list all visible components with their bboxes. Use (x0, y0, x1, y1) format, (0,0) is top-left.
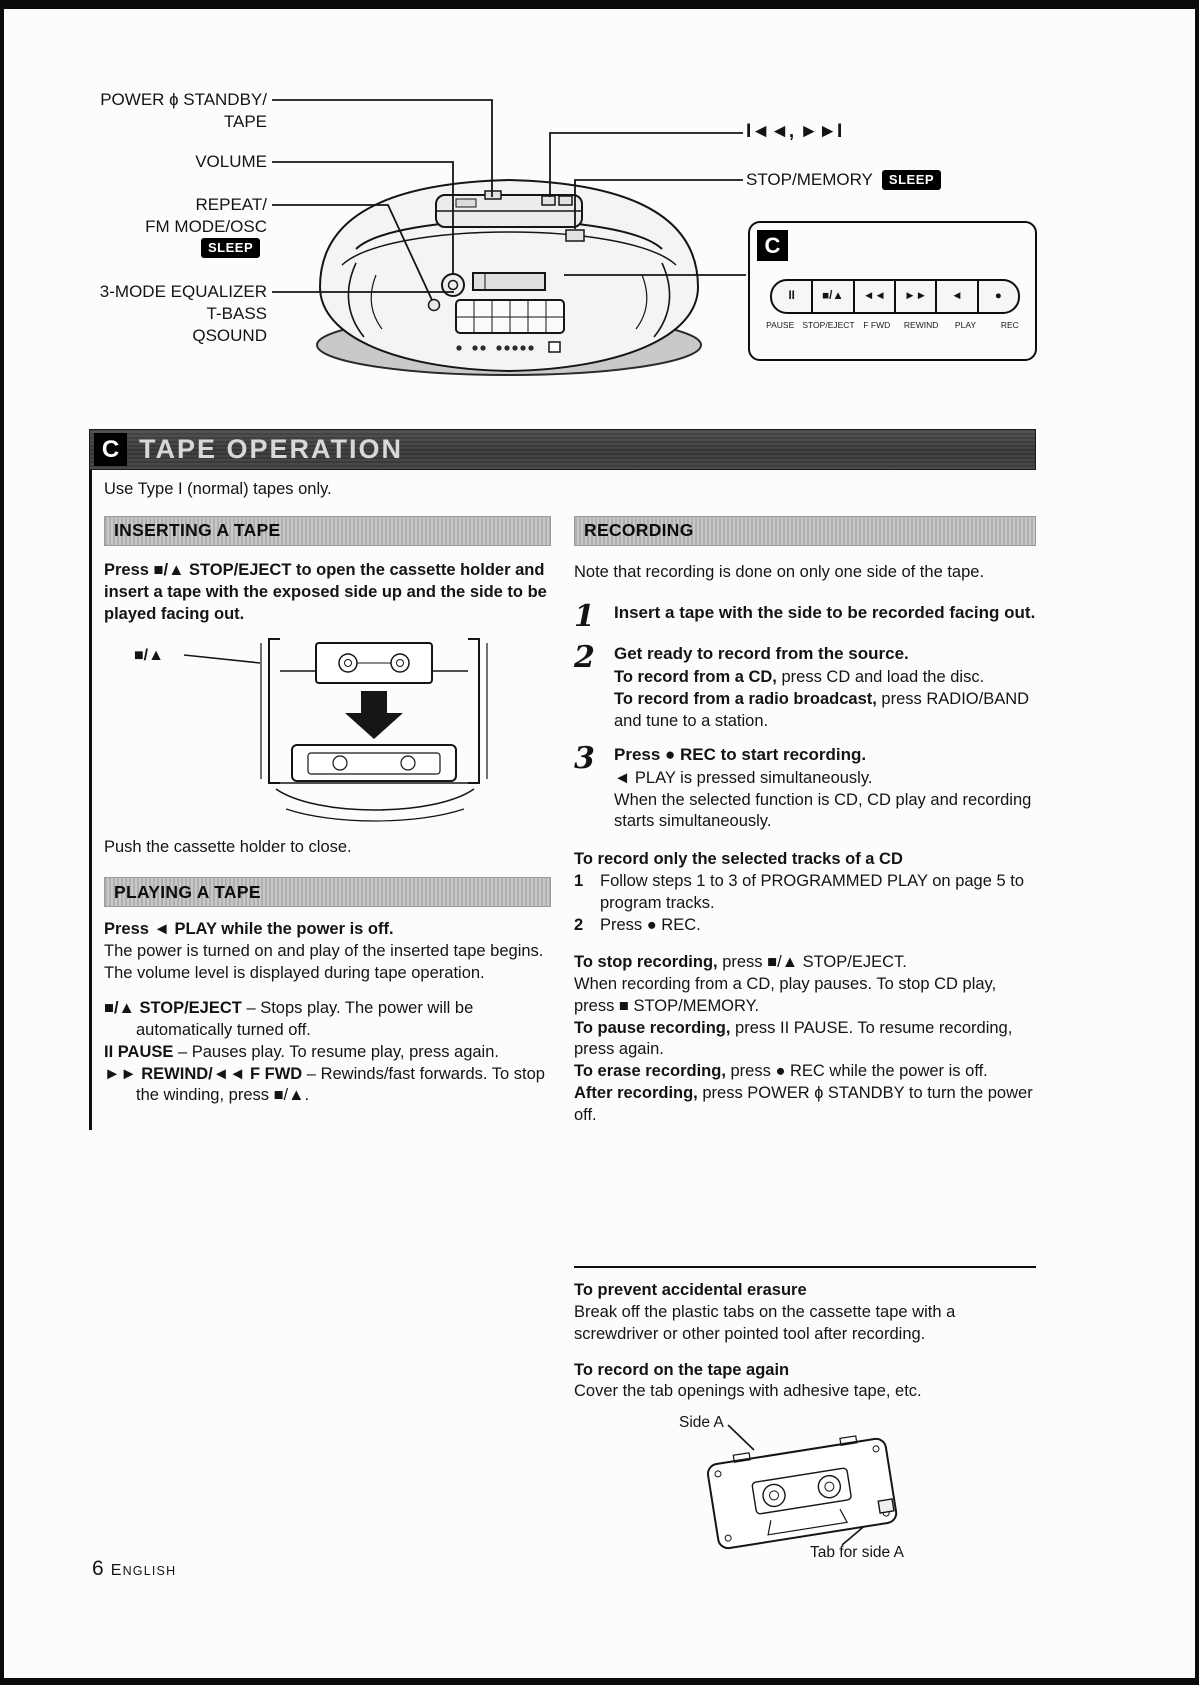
step-title: Get ready to record from the source. (614, 643, 909, 663)
side-a-label: Side A (679, 1414, 724, 1432)
item-number: 1 (574, 872, 584, 890)
cassette-figure (574, 1415, 1036, 1580)
label-repeat-fm-mode-osc (44, 194, 267, 238)
section-title: TAPE OPERATION (139, 433, 404, 464)
tab-side-a-label: Tab for side A (810, 1544, 904, 1562)
rec-label: REC (1000, 320, 1019, 330)
label-stop-memory-text: STOP/MEMORY (746, 170, 873, 189)
erasure-heading: To prevent accidental erasure (574, 1281, 807, 1300)
control-pause (104, 1042, 551, 1064)
record-again-heading: To record on the tape again (574, 1360, 790, 1379)
step-detail: To record from a CD, press CD and load the disc. (614, 668, 985, 687)
section-banner (89, 429, 1036, 470)
left-column (104, 516, 551, 1107)
recording-step-3 (574, 740, 1036, 834)
note-erase-recording: To erase recording, press ● REC while the power is off. (574, 1062, 988, 1081)
note-cd-pauses: When recording from a CD, play pauses. To stop CD play, press ■ STOP/MEMORY. (574, 975, 997, 1015)
sleep-badge: SLEEP (882, 170, 941, 190)
right-column (574, 516, 1036, 1580)
rec-button-icon: ● (994, 289, 1002, 302)
tape-controls-inset (748, 221, 1037, 361)
label-eq-line1: 3-MODE EQUALIZER (99, 282, 267, 301)
label-skip-buttons: I◄◄, ►►I (746, 121, 843, 142)
erasure-block (574, 1266, 1036, 1580)
step-number: 1 (574, 598, 595, 634)
page-number: 6 (92, 1557, 104, 1580)
label-volume: VOLUME (195, 152, 267, 171)
step-detail: When the selected function is CD, CD play and recording starts simultaneously. (614, 790, 1032, 831)
control-term: II PAUSE (104, 1042, 174, 1061)
step-number: 2 (574, 639, 595, 675)
item-text: Press ● REC. (600, 915, 701, 934)
tape-type-note: Use Type I (normal) tapes only. (104, 480, 332, 498)
stop-eject-label: STOP/EJECT (802, 320, 855, 330)
label-repeat-line1: REPEAT/ (195, 195, 267, 214)
item-number: 2 (574, 915, 584, 934)
play-button-icon: ◄ (937, 281, 978, 312)
playing-controls-list (104, 998, 551, 1107)
recording-steps (574, 598, 1036, 833)
tape-transport-labels (758, 320, 1032, 331)
step-detail: ◄ PLAY is pressed simultaneously. (614, 768, 873, 787)
label-eq-line3: QSOUND (192, 326, 267, 345)
header-recording: RECORDING (574, 516, 1036, 546)
control-desc: – Stops play. The power will be automatically turned off. (136, 999, 474, 1040)
label-power-standby-tape (44, 89, 267, 133)
recording-step-2 (574, 639, 1036, 733)
note-pause-recording: To pause recording, press II PAUSE. To resume recording, press again. (574, 1018, 1013, 1059)
control-rewind-ffwd (104, 1064, 551, 1108)
rewind-button-icon: ►► (896, 281, 937, 312)
rewind-label: REWIND (903, 320, 939, 330)
control-term: ►► REWIND/◄◄ F FWD (104, 1064, 303, 1083)
page-footer (92, 1555, 176, 1583)
cassette-holder-illustration (184, 633, 544, 829)
header-inserting-a-tape: INSERTING A TAPE (104, 516, 551, 546)
label-repeat-line2: FM MODE/OSC (145, 217, 267, 236)
label-power-line1: POWER ɸ STANDBY/ (100, 90, 267, 109)
label-eq-line2: T-BASS (206, 304, 267, 323)
control-desc: – Rewinds/fast forwards. To stop the winding, press ■/▲. (136, 1064, 545, 1105)
control-stop-eject (104, 998, 551, 1042)
pause-label: PAUSE (766, 320, 795, 330)
pause-button-icon: II (772, 281, 813, 312)
record-again-body: Cover the tab openings with adhesive tape, etc. (574, 1382, 922, 1401)
sleep-badge: SLEEP (201, 238, 260, 258)
inset-tag-c: C (757, 230, 788, 261)
boombox-body (317, 180, 701, 375)
item-text: Follow steps 1 to 3 of PROGRAMMED PLAY on page 5 to program tracks. (600, 872, 1025, 912)
play-label: PLAY (954, 320, 977, 330)
f-fwd-button-icon: ◄◄ (855, 281, 896, 312)
f-fwd-label: F FWD (863, 320, 891, 330)
recording-notes (574, 952, 1036, 1126)
banner-tag-c: C (94, 433, 127, 466)
step-title: Insert a tape with the side to be recorded facing out. (614, 602, 1036, 622)
step-number: 3 (574, 740, 595, 776)
label-stop-memory (746, 169, 941, 191)
cd-tracks-item-2 (574, 915, 1036, 937)
note-after-recording: After recording, press POWER ɸ STANDBY to turn the power off. (574, 1083, 1033, 1124)
playing-body-1: The power is turned on and play of the inserted tape begins. (104, 941, 544, 960)
erasure-body: Break off the plastic tabs on the cassette tape with a screwdriver or other pointed tool after recording. (574, 1303, 956, 1343)
close-holder-note: Push the cassette holder to close. (104, 838, 352, 857)
note-stop-recording: To stop recording, press ■/▲ STOP/EJECT. (574, 953, 907, 972)
header-playing-a-tape: PLAYING A TAPE (104, 877, 551, 907)
step-title: Press ● REC to start recording. (614, 744, 867, 764)
left-margin-rule (89, 470, 92, 1130)
cd-tracks-heading: To record only the selected tracks of a CD (574, 850, 903, 869)
cassette-holder-figure (104, 633, 551, 829)
device-diagram (4, 49, 1199, 429)
inserting-instructions: Press ■/▲ STOP/EJECT to open the cassette holder and insert a tape with the exposed side up and the side to be played facing out. (104, 561, 547, 623)
cd-tracks-item-1 (574, 871, 1036, 915)
control-term: ■/▲ STOP/EJECT (104, 999, 242, 1018)
stop-eject-button-icon: ■/▲ (813, 281, 854, 312)
step-detail: To record from a radio broadcast, press RADIO/BAND and tune to a station. (614, 689, 1030, 730)
label-equalizer (44, 281, 267, 347)
recording-note: Note that recording is done on only one side of the tape. (574, 563, 985, 581)
page-language: ENGLISH (110, 1562, 177, 1579)
stop-eject-symbol-label: ■/▲ (134, 647, 164, 665)
control-desc: – Pauses play. To resume play, press again. (173, 1042, 499, 1061)
playing-body-2: The volume level is displayed during tape operation. (104, 963, 485, 982)
tape-transport-bar (770, 279, 1020, 314)
label-power-line2: TAPE (223, 112, 267, 131)
recording-step-1 (574, 598, 1036, 634)
playing-lead: Press ◄ PLAY while the power is off. (104, 920, 394, 939)
cd-tracks-block (574, 849, 1036, 936)
